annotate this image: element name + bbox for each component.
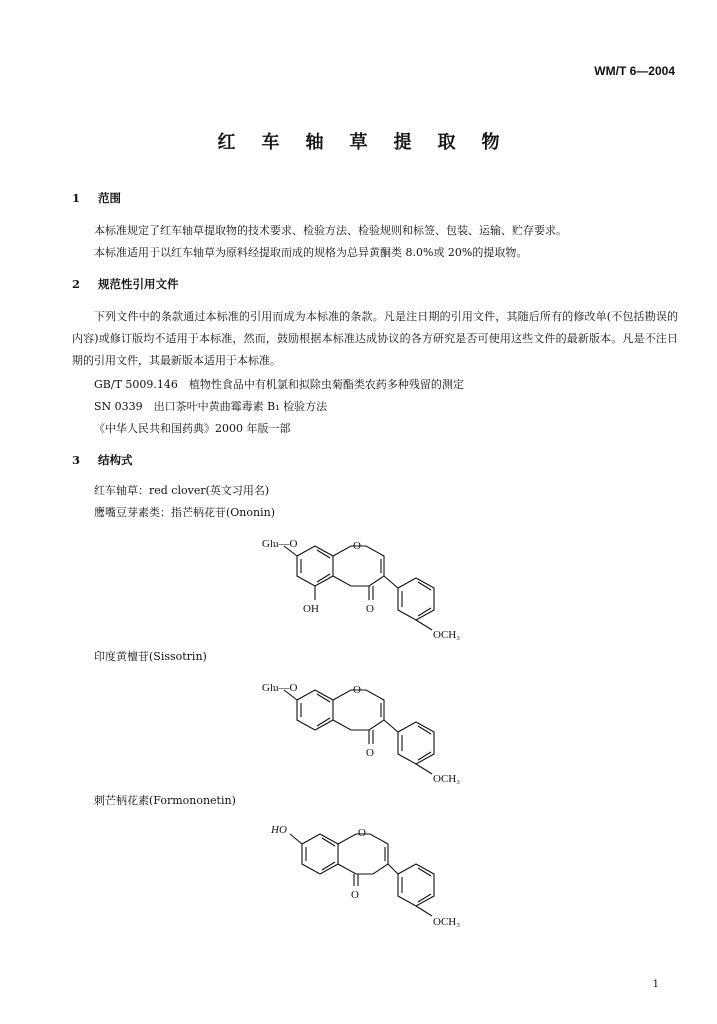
section-title: 范围 [98, 191, 121, 205]
normative-references-paragraph: 下列文件中的条款通过本标准的引用而成为本标准的条款。凡是注日期的引用文件，其随后所有的修改单(不包括勘误的内容)或修订版均不适用于本标准，然而，鼓励根据本标准达成协议的各方研究是否可使用这些文件的最新版本。凡是不注日期的引用文件，其最新版本适用于本标准。 [72, 310, 678, 367]
hydroxy-label: OH [303, 603, 319, 615]
methoxy-label: OCH₃ [433, 629, 461, 641]
ring-oxygen-label: O [353, 540, 361, 552]
section-number: 1 [72, 191, 81, 205]
section-heading-structural-formula [72, 452, 133, 468]
methoxy-label: OCH₃ [433, 773, 461, 785]
section-title: 结构式 [98, 453, 133, 467]
reference-item: GB/T 5009.146 植物性食品中有机氯和拟除虫菊酯类农药多种残留的测定 [94, 378, 464, 391]
compound-class-line: 鹰嘴豆芽素类：指芒柄花苷(Ononin) [94, 506, 275, 519]
formononetin-structure-diagram [260, 814, 500, 936]
scope-paragraph-1: 本标准规定了红车轴草提取物的技术要求、检验方法、检验规则和标签、包装、运输、贮存要求。 [94, 224, 567, 237]
page-number: 1 [652, 979, 659, 990]
sissotrin-structure-diagram [250, 672, 510, 790]
ring-oxygen-label: O [353, 684, 361, 696]
section-number: 3 [72, 453, 81, 467]
carbonyl-oxygen-label: O [366, 747, 374, 759]
section-heading-normative-references [72, 276, 179, 292]
hydroxy-label: HO [271, 824, 287, 836]
ononin-structure-diagram [250, 528, 510, 646]
carbonyl-oxygen-label: O [351, 889, 359, 901]
carbonyl-oxygen-label: O [366, 603, 374, 615]
common-name-line: 红车轴草：red clover(英文习用名) [94, 484, 270, 497]
section-number: 2 [72, 277, 81, 291]
section-title: 规范性引用文件 [98, 277, 179, 291]
methoxy-label: OCH₃ [433, 916, 461, 928]
document-title: 红车轴草提取物 [217, 132, 526, 153]
glucosyloxy-label: Glu—O [262, 682, 298, 694]
reference-item: 《中华人民共和国药典》2000 年版一部 [94, 422, 291, 435]
section-heading-scope [72, 190, 121, 206]
scope-paragraph-2: 本标准适用于以红车轴草为原料经提取而成的规格为总异黄酮类 8.0%或 20%的提取物。 [94, 246, 528, 259]
standard-number: WM/T 6—2004 [594, 64, 675, 78]
ring-a [297, 546, 333, 586]
glucosyloxy-label: Glu—O [262, 538, 298, 550]
formononetin-label: 刺芒柄花素(Formononetin) [94, 794, 236, 807]
sissotrin-label: 印度黄檀苷(Sissotrin) [94, 650, 207, 663]
reference-item: SN 0339 出口茶叶中黄曲霉毒素 B₁ 检验方法 [94, 400, 328, 413]
ring-oxygen-label: O [358, 827, 366, 839]
